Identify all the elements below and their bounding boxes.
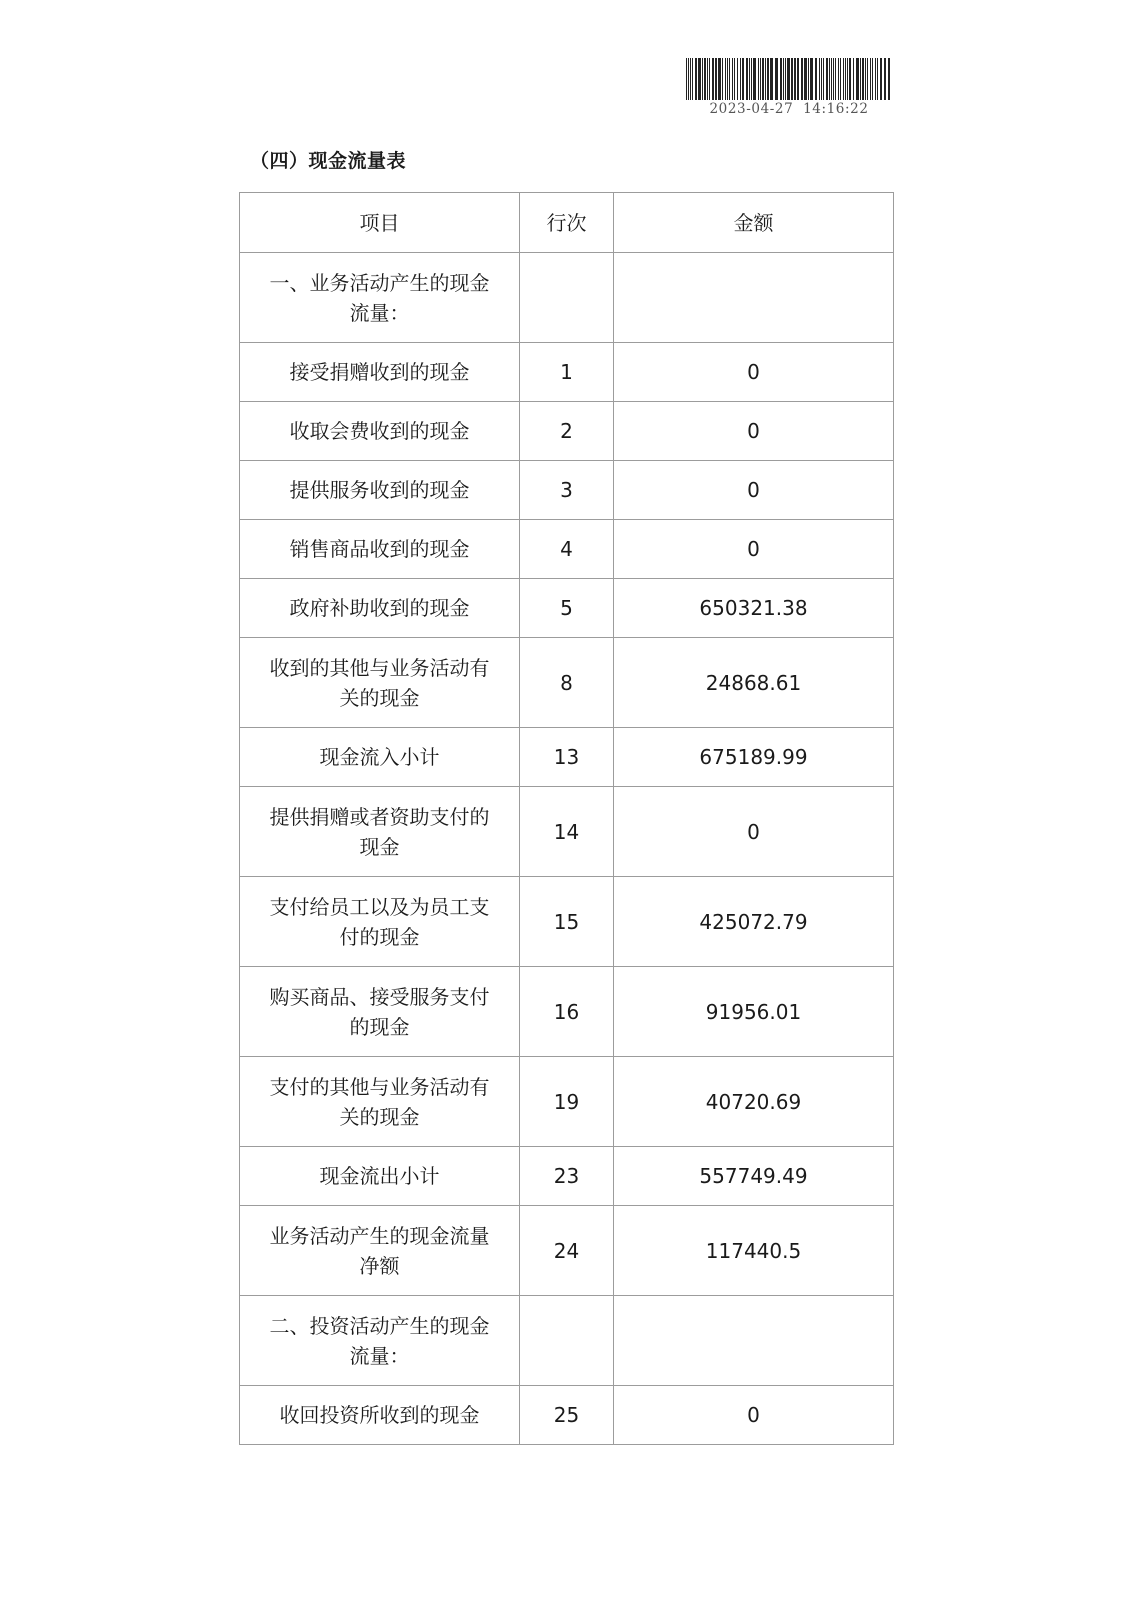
row-amount: 650321.38: [614, 579, 894, 638]
table-row: [240, 787, 894, 877]
table-row: [240, 1057, 894, 1147]
table-row: [240, 579, 894, 638]
row-item: 提供捐赠或者资助支付的现金: [240, 787, 520, 877]
table-row: [240, 1206, 894, 1296]
row-line-no: 15: [520, 877, 614, 967]
row-item: 支付给员工以及为员工支付的现金: [240, 877, 520, 967]
row-amount: 91956.01: [614, 967, 894, 1057]
row-item: 收回投资所收到的现金: [240, 1386, 520, 1445]
table-row: [240, 1147, 894, 1206]
row-item: 现金流出小计: [240, 1147, 520, 1206]
row-amount: 675189.99: [614, 728, 894, 787]
row-amount: [614, 1296, 894, 1386]
header-line-no: 行次: [520, 193, 614, 253]
row-line-no: 5: [520, 579, 614, 638]
row-amount: 557749.49: [614, 1147, 894, 1206]
row-item: 收到的其他与业务活动有关的现金: [240, 638, 520, 728]
row-amount: 0: [614, 520, 894, 579]
print-timestamp: 2023-04-27 14:16:22: [709, 101, 869, 117]
table-header-row: [240, 193, 894, 253]
row-amount: 117440.5: [614, 1206, 894, 1296]
row-item: 一、业务活动产生的现金流量：: [240, 253, 520, 343]
barcode-block: [686, 58, 892, 117]
row-item: 支付的其他与业务活动有关的现金: [240, 1057, 520, 1147]
row-amount: 0: [614, 787, 894, 877]
row-amount: 24868.61: [614, 638, 894, 728]
row-line-no: 4: [520, 520, 614, 579]
cash-flow-table: [239, 192, 894, 1445]
row-line-no: 16: [520, 967, 614, 1057]
table-row: [240, 728, 894, 787]
row-amount: 0: [614, 343, 894, 402]
row-item: 购买商品、接受服务支付的现金: [240, 967, 520, 1057]
row-item: 提供服务收到的现金: [240, 461, 520, 520]
row-amount: [614, 253, 894, 343]
row-line-no: 23: [520, 1147, 614, 1206]
row-amount: 40720.69: [614, 1057, 894, 1147]
table-row: [240, 461, 894, 520]
table-row: [240, 253, 894, 343]
header-amount: 金额: [614, 193, 894, 253]
row-item: 二、投资活动产生的现金流量：: [240, 1296, 520, 1386]
row-item: 接受捐赠收到的现金: [240, 343, 520, 402]
row-line-no: 2: [520, 402, 614, 461]
row-item: 现金流入小计: [240, 728, 520, 787]
row-line-no: 3: [520, 461, 614, 520]
row-line-no: 25: [520, 1386, 614, 1445]
row-item: 收取会费收到的现金: [240, 402, 520, 461]
row-line-no: 1: [520, 343, 614, 402]
table-row: [240, 402, 894, 461]
row-amount: 425072.79: [614, 877, 894, 967]
row-amount: 0: [614, 402, 894, 461]
header-item: 项目: [240, 193, 520, 253]
table-row: [240, 520, 894, 579]
row-line-no: 8: [520, 638, 614, 728]
row-amount: 0: [614, 1386, 894, 1445]
table-row: [240, 1386, 894, 1445]
row-line-no: [520, 253, 614, 343]
page-title: （四）现金流量表: [250, 150, 407, 172]
table-row: [240, 343, 894, 402]
row-item: 销售商品收到的现金: [240, 520, 520, 579]
barcode-image: [686, 58, 892, 100]
row-line-no: 24: [520, 1206, 614, 1296]
table-row: [240, 967, 894, 1057]
table-row: [240, 877, 894, 967]
row-line-no: [520, 1296, 614, 1386]
table-row: [240, 1296, 894, 1386]
row-line-no: 13: [520, 728, 614, 787]
row-line-no: 14: [520, 787, 614, 877]
row-item: 业务活动产生的现金流量净额: [240, 1206, 520, 1296]
table-row: [240, 638, 894, 728]
row-line-no: 19: [520, 1057, 614, 1147]
row-amount: 0: [614, 461, 894, 520]
row-item: 政府补助收到的现金: [240, 579, 520, 638]
